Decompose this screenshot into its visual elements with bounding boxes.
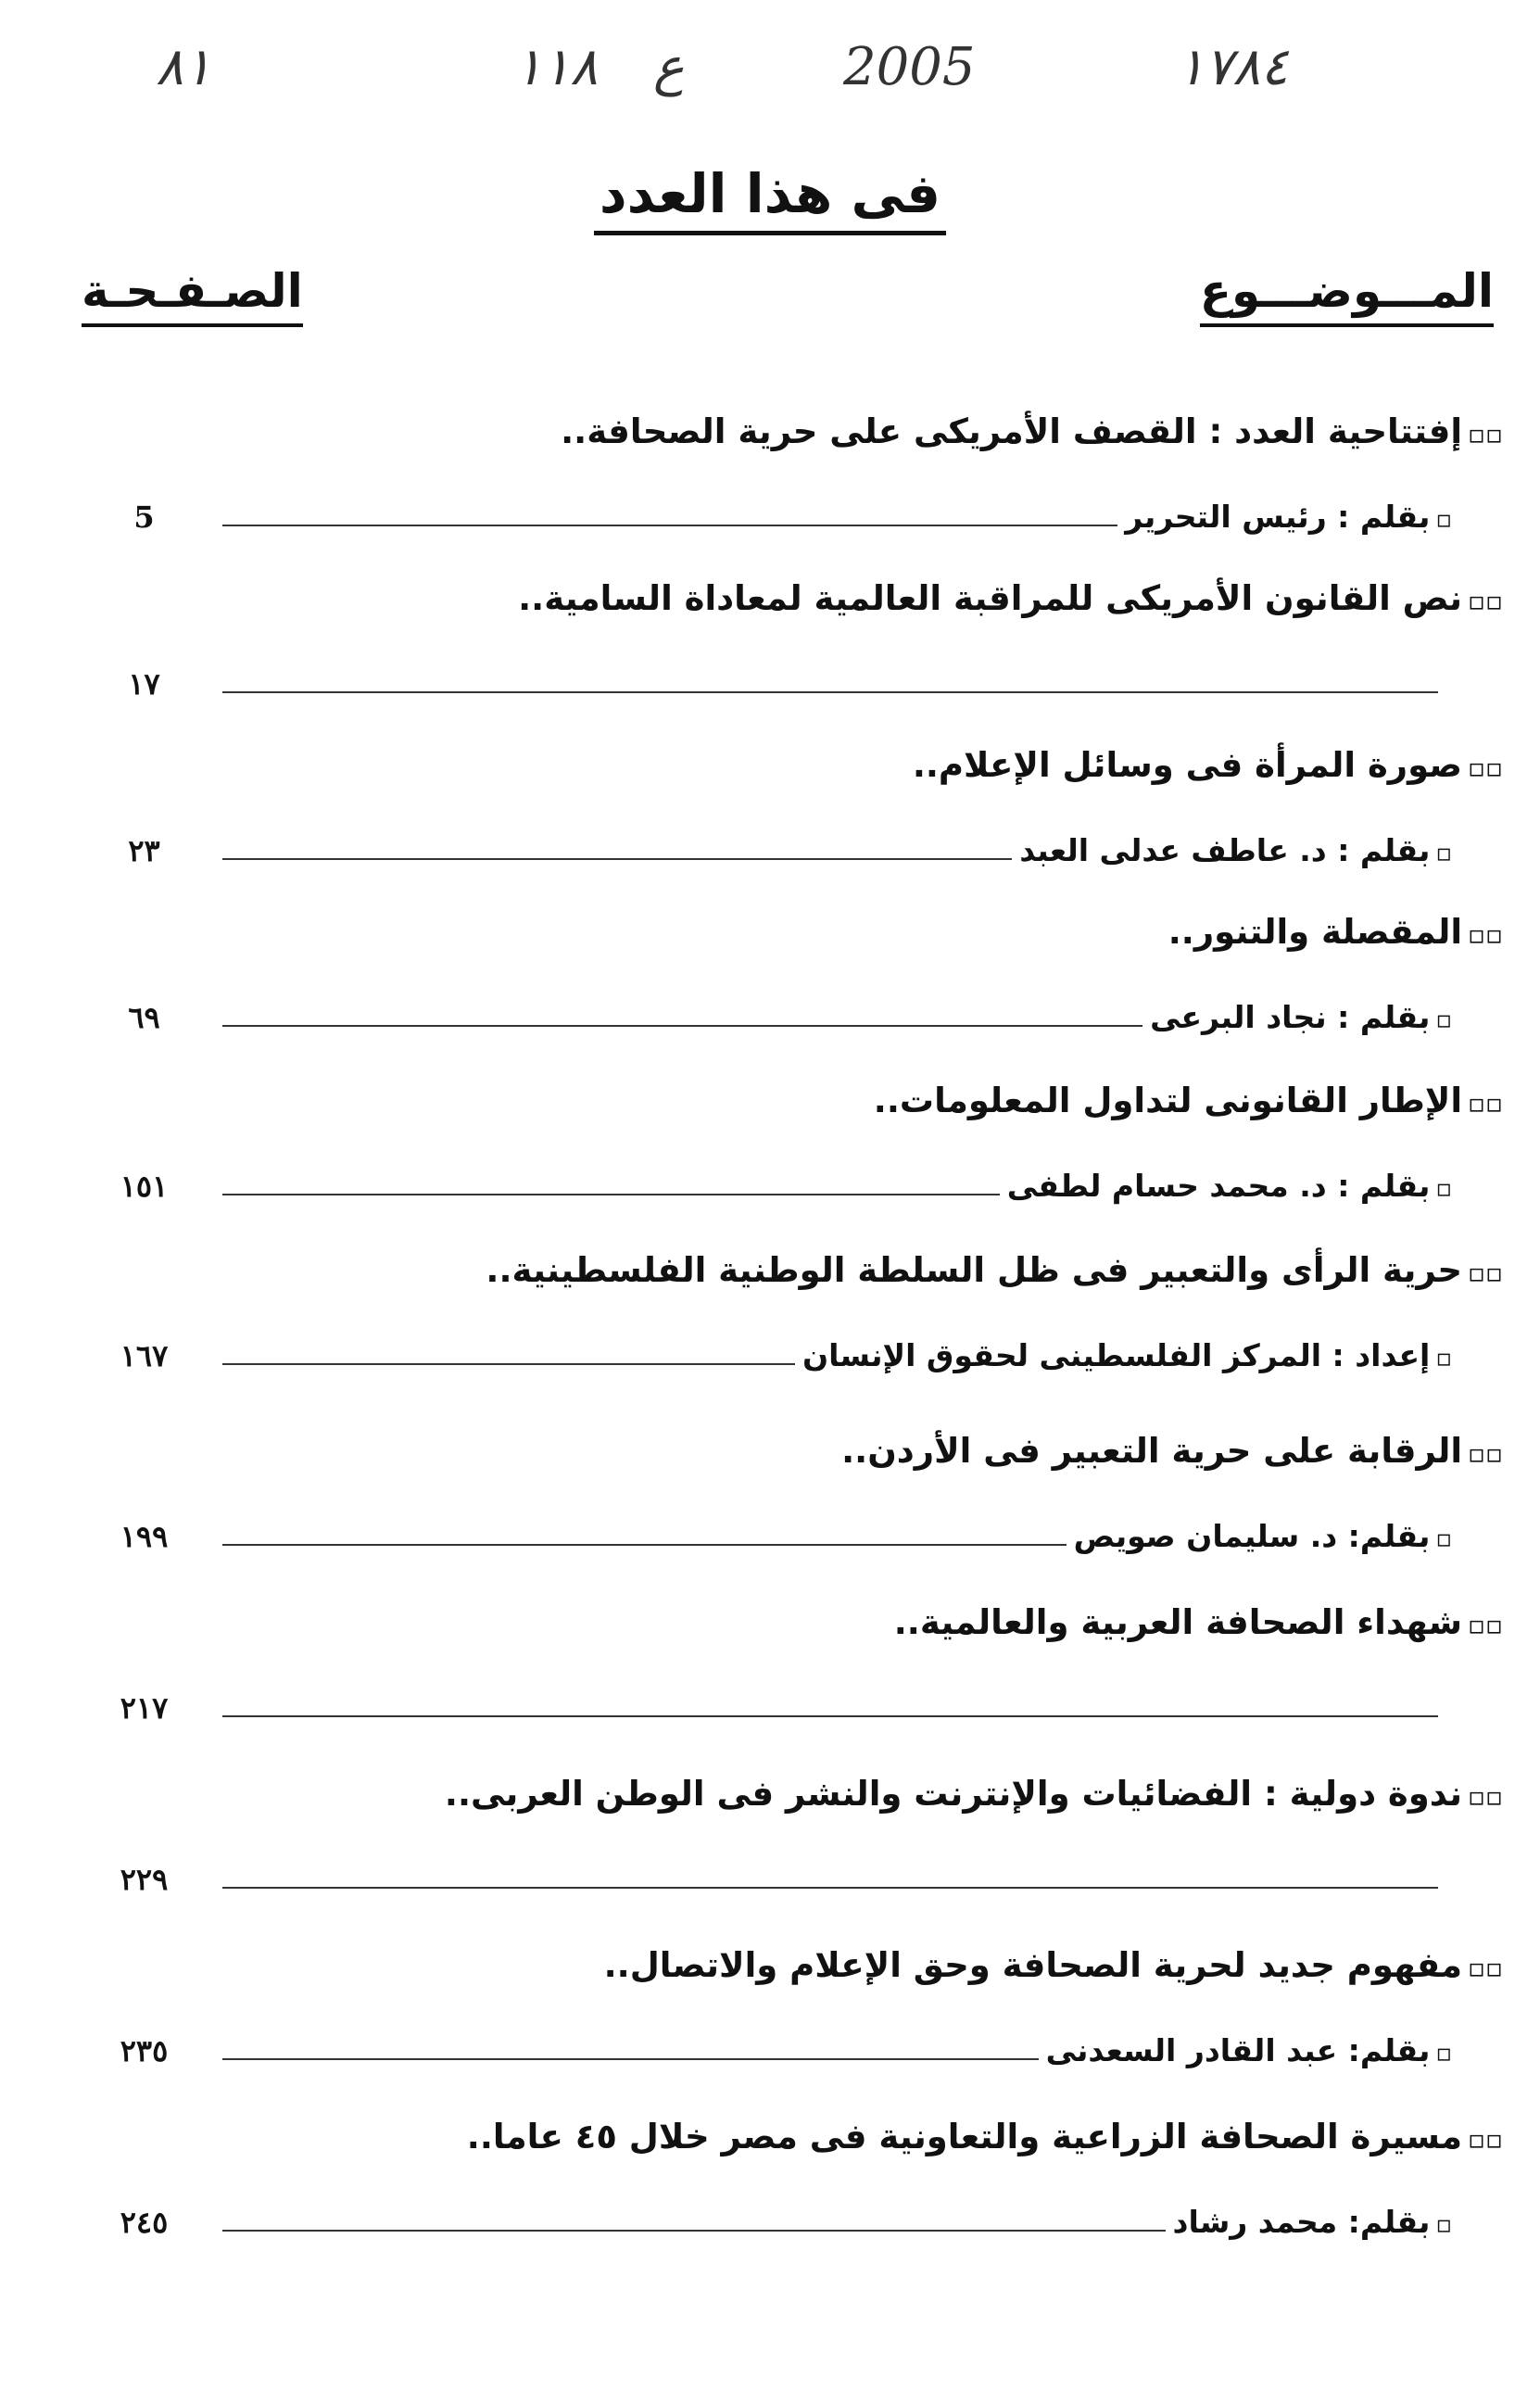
toc-entry-title-text: حرية الرأى والتعبير فى ظل السلطة الوطنية الفلسطينية..	[486, 1250, 1463, 1290]
bullet-icon: ▫	[1435, 1006, 1452, 1034]
bullet-icon: ▫	[1435, 1175, 1452, 1203]
bullet-icon: ▫▫	[1468, 1610, 1503, 1640]
leader-line	[222, 1887, 1438, 1889]
toc-entry-title-text: الرقابة على حرية التعبير فى الأردن..	[841, 1431, 1463, 1471]
toc-entry-page: ٢١٧	[120, 1690, 169, 1726]
bullet-icon: ▫	[1435, 2211, 1452, 2239]
toc-entry-title-text: شهداء الصحافة العربية والعالمية..	[893, 1602, 1463, 1642]
bullet-icon: ▫▫	[1468, 586, 1503, 616]
toc-entry-title-text: المقصلة والتنور..	[1168, 912, 1463, 952]
bullet-icon: ▫▫	[1468, 919, 1503, 950]
toc-entry-author-text: بقلم : نجاد البرعى	[1150, 999, 1431, 1035]
toc-entry-page: ٢٣	[128, 833, 160, 868]
bullet-icon: ▫	[1435, 1345, 1452, 1372]
toc-entry-line	[0, 493, 1540, 541]
toc-entry-page: ١٩٩	[120, 1519, 169, 1554]
toc-entry-author	[1000, 1162, 1452, 1213]
toc-entry-author-text: إعداد : المركز الفلسطينى لحقوق الإنسان	[802, 1337, 1431, 1373]
toc-entry-line	[0, 2198, 1540, 2246]
toc-entry-author	[1012, 827, 1452, 878]
bullet-icon: ▫▫	[1468, 1781, 1503, 1812]
bullet-icon: ▫▫	[1468, 419, 1503, 449]
bullet-icon: ▫	[1435, 1525, 1452, 1553]
toc-entry-line	[0, 2027, 1540, 2075]
toc-entry-author	[1117, 493, 1452, 544]
toc-entry-page: ١٦٧	[120, 1338, 169, 1373]
handwritten-note: ٨١	[156, 37, 212, 97]
toc-entry-title	[913, 741, 1503, 792]
toc-entry-line	[0, 660, 1540, 708]
toc-entry-line	[0, 993, 1540, 1042]
bullet-icon: ▫	[1435, 506, 1452, 534]
toc-entry-page: ٢٣٥	[120, 2033, 169, 2068]
subject-column-header: المـــوضـــوع	[1200, 264, 1494, 327]
bullet-icon: ▫▫	[1468, 1258, 1503, 1288]
leader-line	[222, 1715, 1438, 1717]
bullet-icon: ▫▫	[1468, 1088, 1503, 1119]
leader-line	[222, 691, 1438, 693]
toc-entry-title-text: مفهوم جديد لحرية الصحافة وحق الإعلام والاتصال..	[603, 1945, 1463, 1985]
toc-entry-author-text: بقلم: محمد رشاد	[1172, 2204, 1431, 2240]
toc-entry-line	[0, 1855, 1540, 1903]
toc-entry-title	[604, 1941, 1503, 1992]
toc-entry-author	[795, 1332, 1452, 1383]
toc-entry-title	[467, 2113, 1503, 2164]
toc-entry-page: ٦٩	[128, 1000, 160, 1035]
toc-entry-title	[1168, 908, 1503, 959]
handwritten-note: 2005	[843, 37, 976, 97]
toc-entry-author-text: بقلم : رئيس التحرير	[1125, 499, 1431, 535]
toc-entry-author-text: بقلم : د. عاطف عدلى العبد	[1019, 832, 1431, 868]
toc-entry-title	[561, 408, 1503, 459]
bullet-icon: ▫	[1435, 840, 1452, 867]
toc-entry-page: ٢٢٩	[120, 1862, 169, 1897]
toc-entry-title-text: الإطار القانونى لتداول المعلومات..	[873, 1081, 1463, 1120]
toc-entry-author	[1166, 2198, 1452, 2249]
toc-entry-page: ١٧	[128, 666, 160, 702]
toc-entry-line	[0, 827, 1540, 875]
toc-entry-title	[874, 1077, 1503, 1128]
toc-entry-line	[0, 1162, 1540, 1210]
toc-entry-title-text: نص القانون الأمريكى للمراقبة العالمية لمعاداة السامية..	[518, 578, 1463, 618]
toc-entry-title-text: ندوة دولية : الفضائيات والإنترنت والنشر فى الوطن العربى..	[444, 1774, 1463, 1814]
toc-entry-line	[0, 1684, 1540, 1732]
toc-entry-title	[841, 1427, 1503, 1478]
bullet-icon: ▫▫	[1468, 753, 1503, 783]
toc-entry-author-text: بقلم: د. سليمان صويص	[1073, 1518, 1431, 1554]
toc-entry-page: 5	[133, 500, 155, 535]
bullet-icon: ▫	[1435, 2040, 1452, 2068]
toc-entry-author-text: بقلم : د. محمد حسام لطفى	[1006, 1168, 1431, 1204]
toc-entry-author-text: بقلم: عبد القادر السعدنى	[1045, 2032, 1431, 2068]
toc-entry-title-text: صورة المرأة فى وسائل الإعلام..	[912, 745, 1463, 785]
toc-entry-line	[0, 1512, 1540, 1561]
toc-entry-line	[0, 1332, 1540, 1380]
bullet-icon: ▫▫	[1468, 1438, 1503, 1469]
toc-entry-title	[445, 1770, 1503, 1821]
bullet-icon: ▫▫	[1468, 1953, 1503, 1983]
toc-entry-author	[1142, 993, 1452, 1044]
toc-entry-author	[1067, 1512, 1452, 1563]
toc-entry-page: ١٥١	[120, 1169, 169, 1204]
bullet-icon: ▫▫	[1468, 2124, 1503, 2155]
page-title: فى هذا العدد	[594, 162, 946, 235]
handwritten-note: ع	[653, 37, 685, 97]
toc-entry-title	[894, 1599, 1503, 1650]
handwritten-note: ١٧٨٤	[1177, 37, 1289, 97]
handwritten-note: ١١٨	[514, 37, 599, 97]
toc-entry-page: ٢٤٥	[120, 2205, 169, 2240]
page-column-header: الصـفـحـة	[82, 264, 303, 327]
toc-entry-title-text: مسيرة الصحافة الزراعية والتعاونية فى مصر خلال ٤٥ عاما..	[466, 2117, 1463, 2156]
toc-entry-author	[1039, 2027, 1452, 2078]
toc-entry-title	[518, 575, 1503, 626]
toc-entry-title	[486, 1246, 1503, 1297]
toc-entry-title-text: إفتتاحية العدد : القصف الأمريكى على حرية الصحافة..	[561, 411, 1463, 451]
